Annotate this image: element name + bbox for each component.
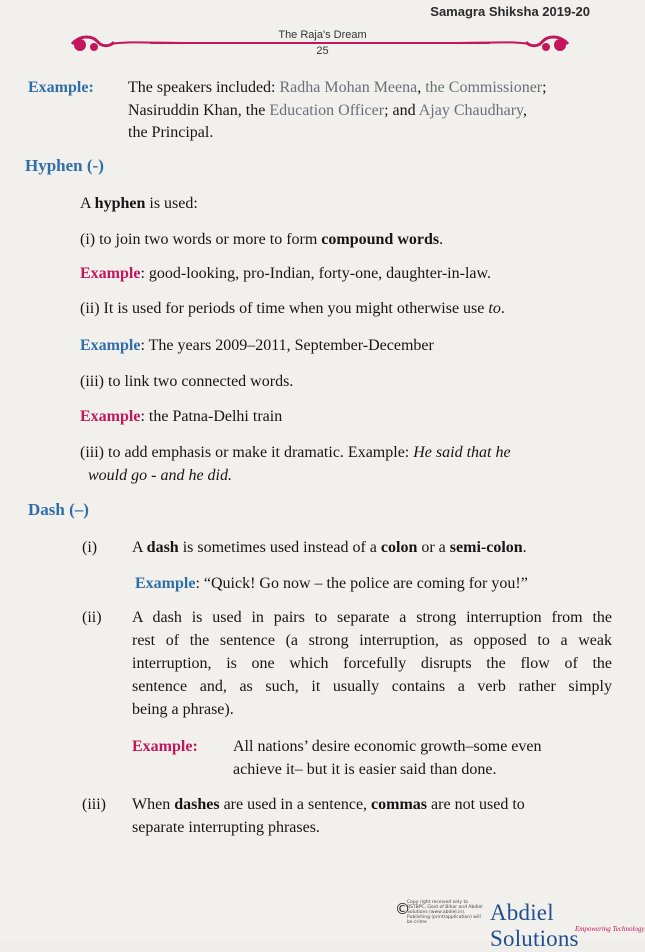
text-span: are used in a sentence, xyxy=(219,796,372,813)
dash-ii-line1: A dash is used in pairs to separate a strong interruption from the xyxy=(132,609,612,626)
header-rule xyxy=(150,42,490,44)
bold-term: dashes xyxy=(174,796,220,813)
dash-ii-line3: interruption, is one which forcefully disrupts the flow of the xyxy=(132,655,612,672)
hyphen-intro xyxy=(80,192,198,215)
bold-term: compound words xyxy=(321,231,440,248)
bold-term: commas xyxy=(371,796,428,813)
hyphen-example-3 xyxy=(80,405,282,428)
dash-ii-example-label: Example: xyxy=(132,738,198,755)
dash-ii-line4: sentence and, as such, it usually contains a verb rather simply xyxy=(132,678,612,695)
dash-iii-line2: separate interrupting phrases. xyxy=(132,819,320,836)
name-span: Education Officer xyxy=(269,102,385,119)
name-span: Radha Mohan Meena xyxy=(279,79,418,96)
brand-word: Solutions xyxy=(490,926,579,951)
example-label: Example xyxy=(135,575,196,592)
text-span: , xyxy=(417,79,426,96)
dash-ii-number: (ii) xyxy=(82,609,102,626)
text-span: are not used to xyxy=(427,796,525,813)
name-span: the Commissioner xyxy=(425,79,543,96)
text-span: or a xyxy=(417,539,450,556)
text-span: , xyxy=(523,102,528,119)
copyright-notice: Copy right received only to BSTBPC, Govt of Bihar and Abdiel Solutions (www.abdiel.in). Publishing (print/application) will be crime xyxy=(407,900,483,925)
colon-example-line3: the Principal. xyxy=(128,124,214,141)
dash-ii-line2: rest of the sentence (a strong interruption, as opposed to a weak xyxy=(132,632,612,649)
text-span: ; xyxy=(542,79,547,96)
dash-heading: Dash (–) xyxy=(28,500,89,519)
dash-i-example xyxy=(135,572,528,595)
bold-term: hyphen xyxy=(94,195,146,212)
colon-example-line2 xyxy=(128,99,527,122)
hyphen-rule-3: (iii) to link two connected words. xyxy=(80,373,294,390)
text-span: is used: xyxy=(145,195,198,212)
dash-ii-example-line1: All nations’ desire economic growth–some even xyxy=(233,738,542,755)
text-span: . xyxy=(500,300,505,317)
running-title: The Raja's Dream xyxy=(278,29,367,41)
hyphen-rule-1 xyxy=(80,228,443,251)
example-text: : the Patna-Delhi train xyxy=(140,408,283,425)
publication-header: Samagra Shiksha 2019-20 xyxy=(430,4,590,19)
text-span: (i) to join two words or more to form xyxy=(80,231,322,248)
bold-term: colon xyxy=(380,539,418,556)
text-span: Nasiruddin Khan xyxy=(128,102,238,119)
dash-i-number: (i) xyxy=(82,539,98,556)
example-text: : The years 2009–2011, September-December xyxy=(140,337,434,354)
italic-text: He said that he xyxy=(413,444,511,461)
name-span: Ajay Chaudhary xyxy=(418,102,524,119)
text-span: is sometimes used instead of a xyxy=(178,539,381,556)
italic-text: would go - and he did. xyxy=(88,467,232,484)
hyphen-rule-4-line2 xyxy=(88,464,232,487)
colon-example-label: Example: xyxy=(28,79,94,96)
text-span: , the xyxy=(237,102,270,119)
brand-word: Abdiel xyxy=(490,900,554,925)
example-text: : good-looking, pro-Indian, forty-one, daughter-in-law. xyxy=(140,265,491,282)
text-span: (iii) to add emphasis or make it dramatic. Example: xyxy=(80,444,414,461)
copyright-icon: © xyxy=(395,900,410,918)
text-span: When xyxy=(132,796,175,813)
dash-iii-number: (iii) xyxy=(82,796,106,813)
hyphen-example-1 xyxy=(80,262,491,285)
text-span: . xyxy=(439,231,444,248)
text-span: The speakers included: xyxy=(128,79,280,96)
example-label: Example xyxy=(80,337,141,354)
dash-ii-line5: being a phrase). xyxy=(132,701,234,718)
dash-ii-example-line2: achieve it– but it is easier said than done. xyxy=(233,761,497,778)
text-span: . xyxy=(522,539,527,556)
bold-term: semi-colon xyxy=(449,539,523,556)
example-text: : “Quick! Go now – the police are coming for you!” xyxy=(195,575,528,592)
page-number: 25 xyxy=(316,45,329,57)
text-span: A xyxy=(132,539,147,556)
dash-i-text xyxy=(132,536,527,559)
example-label: Example xyxy=(80,408,141,425)
dash-iii-line1 xyxy=(132,793,525,816)
hyphen-rule-2 xyxy=(80,297,505,320)
colon-example-line1 xyxy=(128,76,547,99)
hyphen-example-2 xyxy=(80,334,434,357)
example-label: Example xyxy=(80,265,141,282)
text-span: A xyxy=(80,195,95,212)
italic-term: to xyxy=(488,300,501,317)
brand-tagline: Empowering Technology xyxy=(575,925,645,933)
text-span: (ii) It is used for periods of time when you might otherwise use xyxy=(80,300,489,317)
hyphen-rule-4-line1 xyxy=(80,441,511,464)
text-span: ; and xyxy=(384,102,419,119)
hyphen-heading: Hyphen (-) xyxy=(25,156,104,175)
bold-term: dash xyxy=(146,539,179,556)
